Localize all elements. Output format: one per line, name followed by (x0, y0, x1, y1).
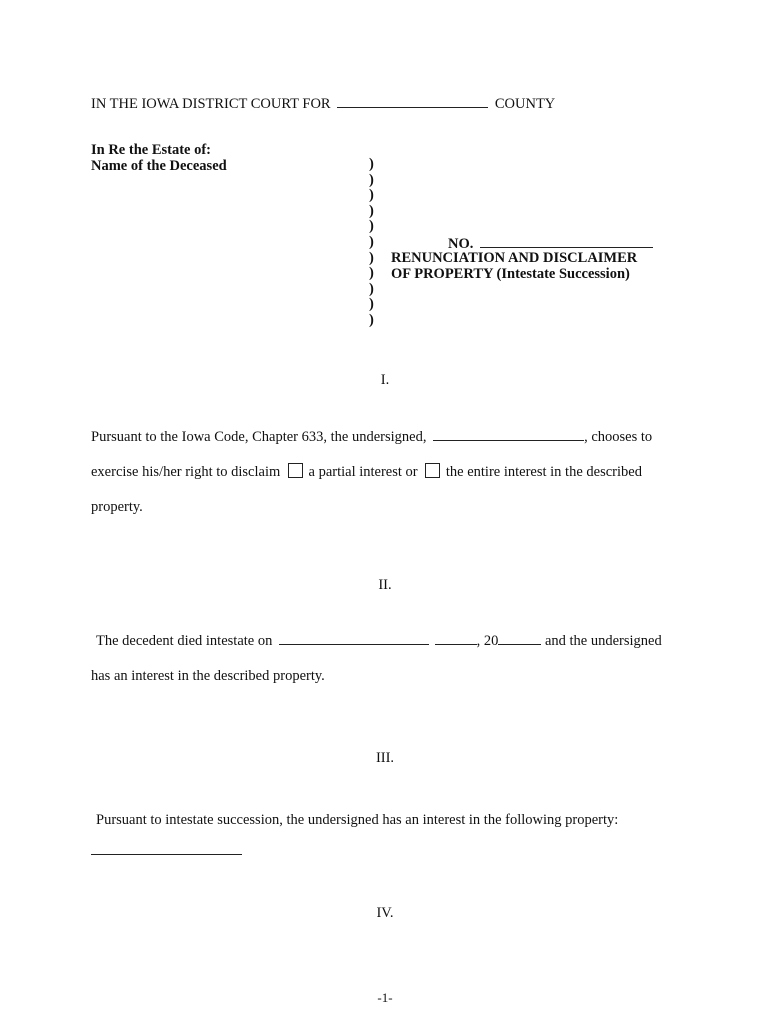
entire-interest-label: the entire interest in the described (445, 464, 642, 480)
entire-interest-checkbox[interactable] (425, 463, 440, 478)
paren: ) (369, 280, 374, 297)
paren: ) (369, 265, 374, 282)
section-1-line2 (91, 463, 642, 480)
partial-interest-label: a partial interest or (308, 464, 418, 480)
court-header-suffix: COUNTY (494, 96, 556, 112)
section-1-text: Pursuant to the Iowa Code, Chapter 633, the undersigned, (91, 429, 427, 445)
paren: ) (369, 311, 374, 328)
property-description-blank[interactable] (91, 842, 242, 855)
partial-interest-checkbox[interactable] (288, 463, 303, 478)
case-number-blank[interactable] (480, 235, 653, 248)
section-1-heading: I. (380, 372, 390, 388)
disclaim-text: exercise his/her right to disclaim (91, 464, 281, 480)
case-number-label: NO. (448, 236, 474, 252)
page-number: -1- (377, 990, 393, 1005)
paren: ) (369, 296, 374, 313)
property-line (91, 842, 242, 859)
caption-parens (369, 157, 374, 329)
death-date-text: The decedent died intestate on (96, 633, 273, 649)
section-1-line3: property. (91, 499, 143, 515)
undersigned-name-blank[interactable] (433, 428, 584, 441)
section-2-text-suffix: and the undersigned (544, 633, 662, 649)
death-year-blank[interactable] (498, 632, 541, 645)
section-2-line1 (96, 632, 662, 649)
document-title-line2: OF PROPERTY (Intestate Succession) (391, 266, 630, 282)
estate-label: In Re the Estate of: (91, 142, 212, 158)
document-title-line1: RENUNCIATION AND DISCLAIMER (391, 250, 638, 266)
paren: ) (369, 156, 374, 172)
paren: ) (369, 187, 374, 204)
paren: ) (369, 249, 374, 266)
deceased-name: Name of the Deceased (91, 158, 227, 174)
section-1-text-suffix: , chooses to (584, 429, 653, 445)
court-header-prefix: IN THE IOWA DISTRICT COURT FOR (91, 96, 331, 112)
section-3-heading: III. (375, 750, 395, 766)
section-1-line1 (91, 428, 652, 445)
section-4-heading: IV. (376, 905, 394, 921)
death-day-blank[interactable] (435, 632, 477, 645)
county-blank[interactable] (337, 95, 488, 108)
paren: ) (369, 202, 374, 219)
section-3-line1: Pursuant to intestate succession, the undersigned has an interest in the following property: (96, 812, 619, 828)
death-date-blank[interactable] (279, 632, 429, 645)
section-2-heading: II. (378, 577, 392, 593)
paren: ) (369, 218, 374, 235)
year-prefix: , 20 (476, 633, 499, 649)
court-header (91, 95, 555, 112)
paren: ) (369, 171, 374, 188)
section-2-line2: has an interest in the described property. (91, 668, 325, 684)
paren: ) (369, 233, 374, 250)
